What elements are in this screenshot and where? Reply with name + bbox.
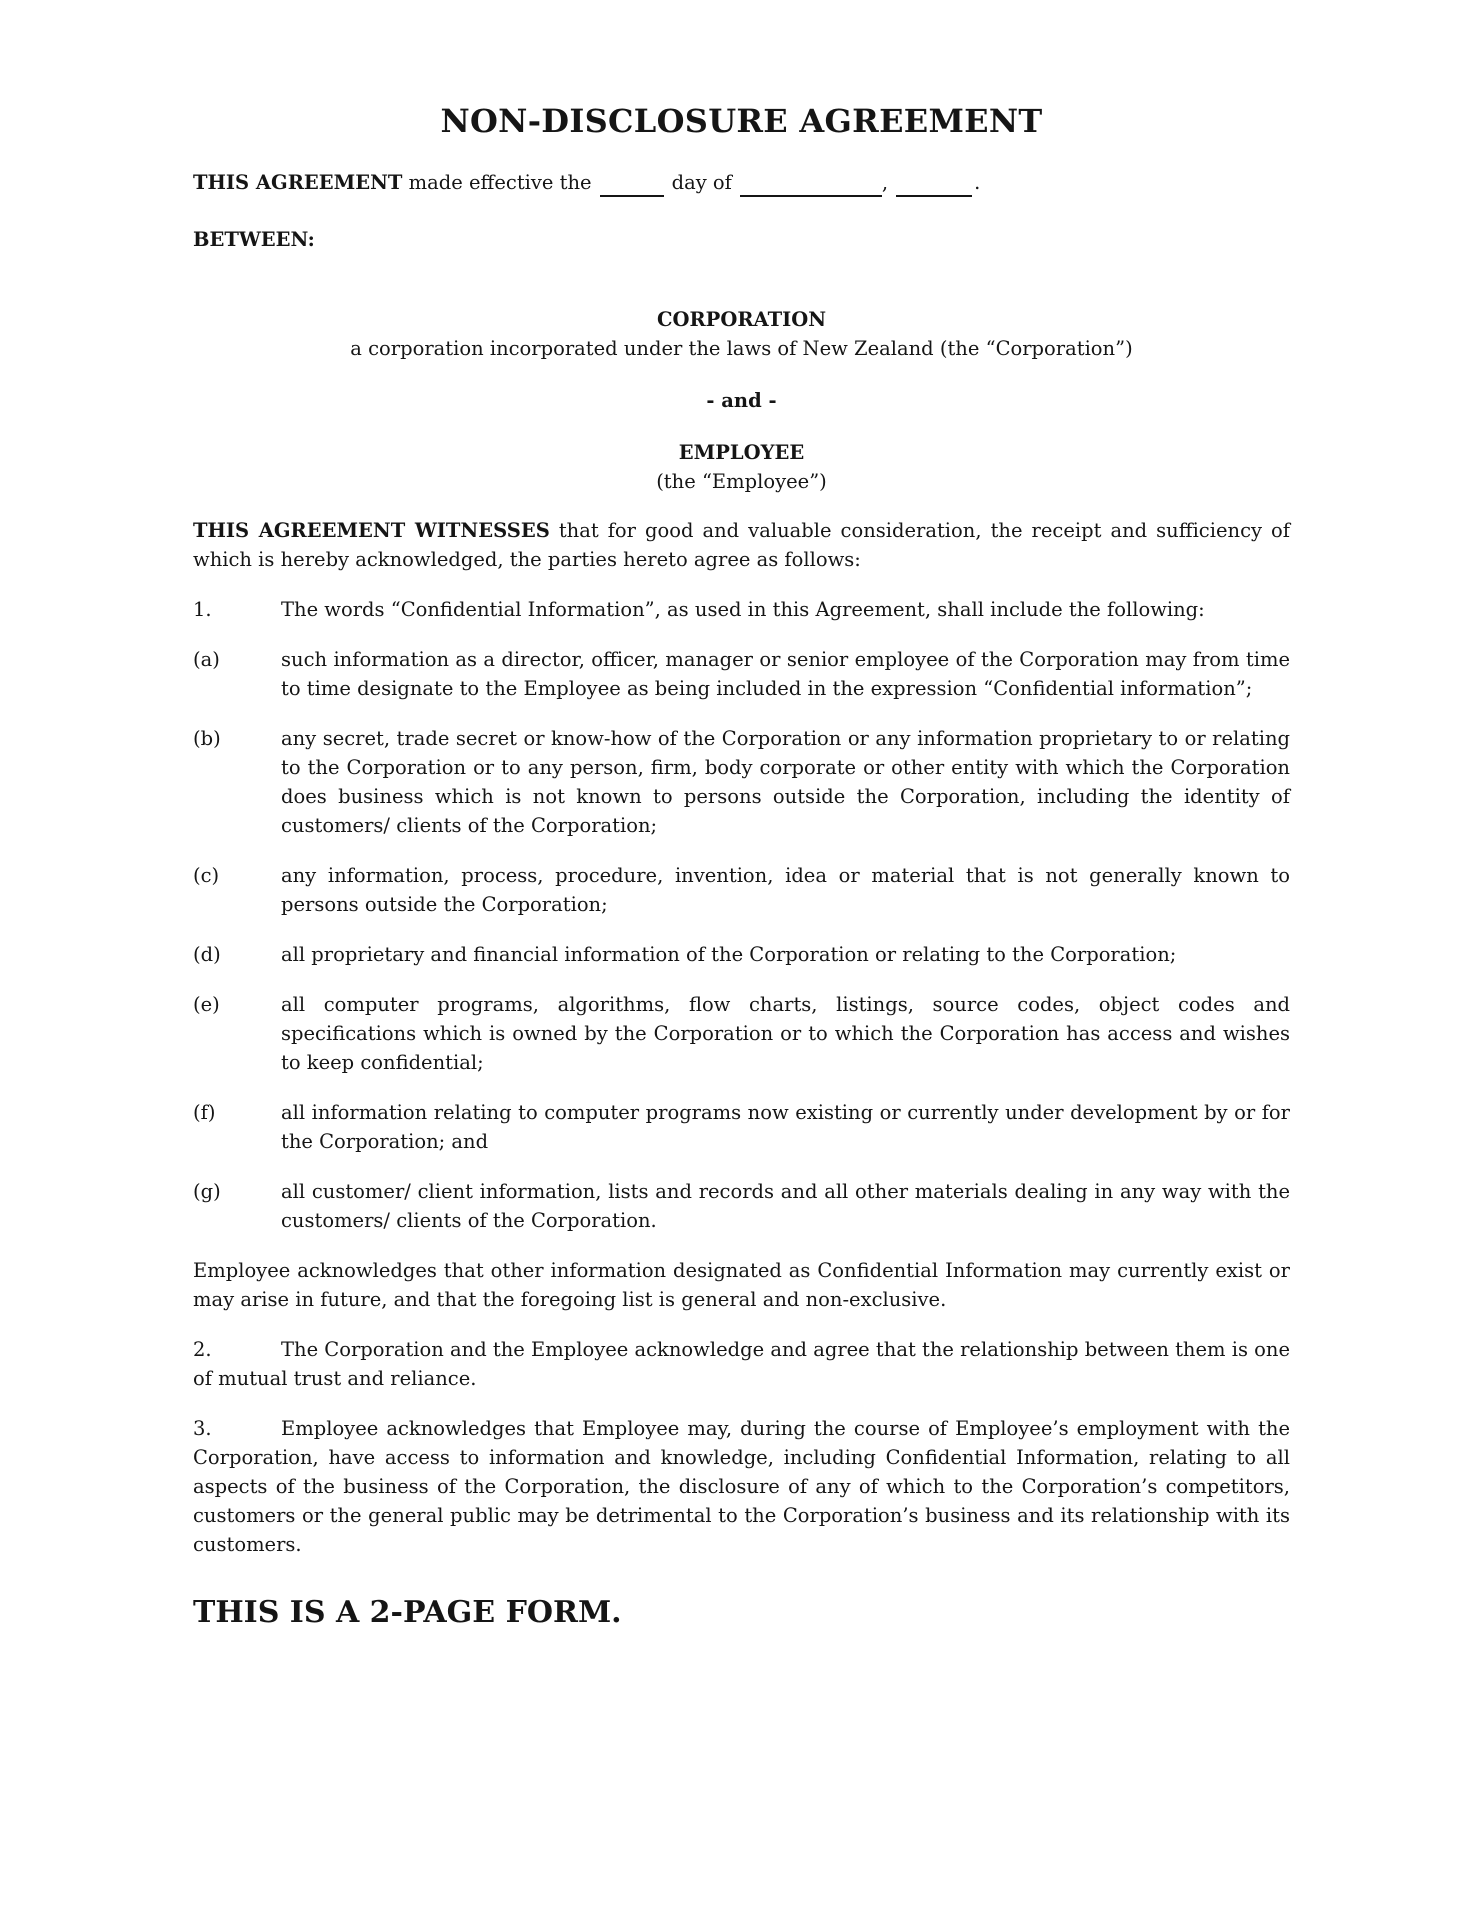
definition-d-label: (d) bbox=[193, 943, 221, 966]
definition-d-text: all proprietary and financial information of the Corporation or relating to the Corporation; bbox=[281, 943, 1177, 966]
between-label: BETWEEN: bbox=[193, 228, 315, 251]
definition-item-f bbox=[193, 1098, 1290, 1156]
definition-f-label: (f) bbox=[193, 1101, 216, 1124]
definition-a-text: such information as a director, officer, manager or senior employee of the Corporation may from time to time designate to the Employee as being included in the expression “Confidential information”; bbox=[281, 648, 1290, 700]
definition-b-text: any secret, trade secret or know-how of the Corporation or any information proprietary to or relating to the Corporation or to any person, firm, body corporate or other entity with which the Corporation does business which is not known to persons outside the Corporation, including the identity of customers/ clients of the Corporation; bbox=[281, 727, 1290, 837]
employee-descriptor: (the “Employee”) bbox=[656, 470, 827, 493]
definition-g-label: (g) bbox=[193, 1180, 221, 1203]
comma-text: , bbox=[881, 171, 889, 194]
employee-party-block bbox=[193, 438, 1290, 496]
document-title: NON-DISCLOSURE AGREEMENT bbox=[440, 102, 1043, 140]
clause-3 bbox=[193, 1414, 1290, 1559]
period-text: . bbox=[974, 171, 981, 194]
effective-date-text: made effective the bbox=[402, 171, 592, 194]
month-blank-line bbox=[740, 174, 882, 197]
and-separator: - and - bbox=[706, 389, 777, 412]
clause-1 bbox=[193, 595, 1290, 624]
definition-f-text: all information relating to computer programs now existing or currently under development by or for the Corporation; and bbox=[281, 1101, 1290, 1153]
definition-item-d bbox=[193, 940, 1290, 969]
clause-1-text: The words “Confidential Information”, as used in this Agreement, shall include the following: bbox=[281, 598, 1205, 621]
employee-heading: EMPLOYEE bbox=[678, 441, 805, 464]
corporation-descriptor: a corporation incorporated under the laws of New Zealand (the “Corporation”) bbox=[350, 337, 1133, 360]
agreement-lead: THIS AGREEMENT bbox=[193, 171, 403, 194]
definition-e-text: all computer programs, algorithms, flow charts, listings, source codes, object codes and specifications which is owned by the Corporation or to which the Corporation has access and wishes to keep confidential; bbox=[281, 993, 1290, 1074]
definition-item-g bbox=[193, 1177, 1290, 1235]
clause-1-number: 1. bbox=[193, 598, 212, 621]
witnesses-paragraph bbox=[193, 516, 1290, 574]
post-definitions-paragraph: Employee acknowledges that other information designated as Confidential Information may currently exist or may arise in future, and that the foregoing list is general and non-exclusive. bbox=[193, 1259, 1290, 1311]
definition-item-c bbox=[193, 861, 1290, 919]
definition-item-b bbox=[193, 724, 1290, 840]
definition-item-a bbox=[193, 645, 1290, 703]
definition-b-label: (b) bbox=[193, 727, 221, 750]
year-blank-line bbox=[896, 174, 972, 197]
corporation-heading: CORPORATION bbox=[656, 308, 827, 331]
clause-3-text: Employee acknowledges that Employee may, during the course of Employee’s employment with the Corporation, have access to information and knowledge, including Confidential Information, relating to all aspects of the business of the Corporation, the disclosure of any of which to the Corporation’s competitors, customers or the general public may be detrimental to the Corporation’s business and its relationship with its customers. bbox=[193, 1417, 1290, 1556]
day-of-text: day of bbox=[671, 171, 732, 194]
two-page-form-note: THIS IS A 2-PAGE FORM. bbox=[193, 1595, 622, 1630]
clause-3-number: 3. bbox=[193, 1417, 212, 1440]
day-blank-line bbox=[600, 174, 664, 197]
witnesses-lead: THIS AGREEMENT WITNESSES bbox=[193, 519, 550, 542]
clause-2 bbox=[193, 1335, 1290, 1393]
corporation-party-block bbox=[193, 305, 1290, 363]
definition-e-label: (e) bbox=[193, 993, 220, 1016]
clause-2-text: The Corporation and the Employee acknowledge and agree that the relationship between them is one of mutual trust and reliance. bbox=[193, 1338, 1290, 1390]
effective-date-line bbox=[193, 168, 1290, 197]
definition-g-text: all customer/ client information, lists and records and all other materials dealing in any way with the customers/ clients of the Corporation. bbox=[281, 1180, 1290, 1232]
definition-c-text: any information, process, procedure, invention, idea or material that is not generally known to persons outside the Corporation; bbox=[281, 864, 1290, 916]
definition-a-label: (a) bbox=[193, 648, 220, 671]
definition-item-e bbox=[193, 990, 1290, 1077]
witnesses-text: that for good and valuable consideration, the receipt and sufficiency of which is hereby acknowledged, the parties hereto agree as follows: bbox=[193, 519, 1290, 571]
clause-2-number: 2. bbox=[193, 1338, 212, 1361]
definition-c-label: (c) bbox=[193, 864, 220, 887]
